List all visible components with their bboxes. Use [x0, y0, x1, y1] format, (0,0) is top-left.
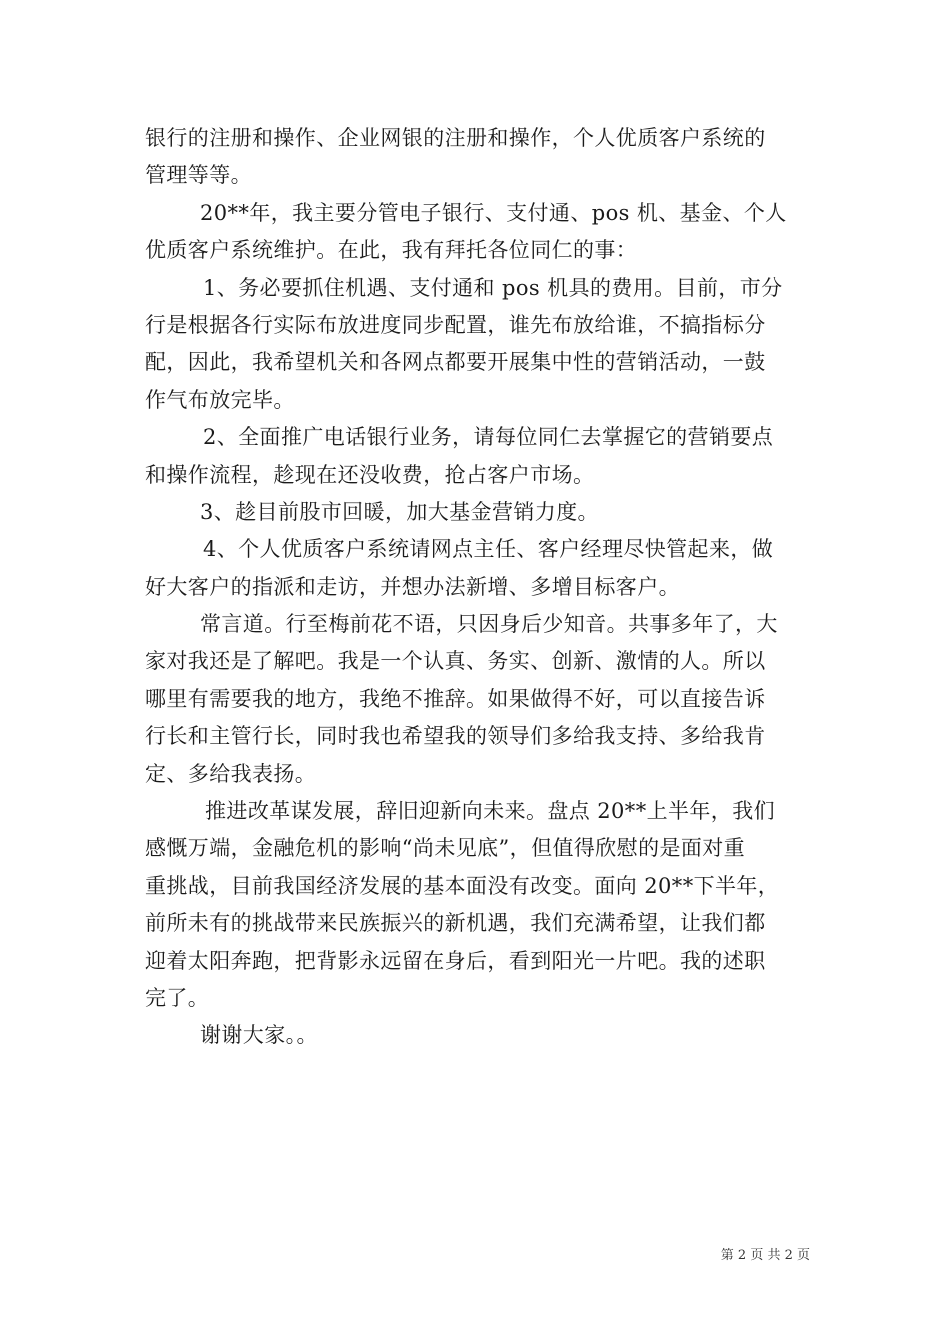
text-line: 感慨万端，金融危机的影响“尚未见底”，但值得欣慰的是面对重 [145, 836, 746, 861]
text-line: 作气布放完毕。 [145, 387, 295, 412]
text-line: 行长和主管行长，同时我也希望我的领导们多给我支持、多给我肯 [145, 724, 766, 749]
document-body [145, 120, 805, 1055]
text-line: 和操作流程，趁现在还没收费，抢占客户市场。 [145, 462, 595, 487]
text-line: 重挑战，目前我国经济发展的基本面没有改变。面向 20**下半年， [145, 873, 780, 898]
list-item-2-line: 2、全面推广电话银行业务，请每位同仁去掌握它的营销要点 [203, 425, 774, 450]
text-line: 定、多给我表扬。 [145, 761, 317, 786]
text-line: 管理等等。 [145, 163, 252, 188]
text-line: 家对我还是了解吧。我是一个认真、务实、创新、激情的人。所以 [145, 649, 766, 674]
text-line: 前所未有的挑战带来民族振兴的新机遇，我们充满希望，让我们都 [145, 911, 766, 936]
paragraph-start-line: 20**年，我主要分管电子银行、支付通、pos 机、基金、个人 [200, 200, 787, 225]
text-line: 迎着太阳奔跑，把背影永远留在身后，看到阳光一片吧。我的述职 [145, 948, 766, 973]
text-line: 银行的注册和操作、企业网银的注册和操作，个人优质客户系统的 [145, 126, 766, 150]
list-item-3-line: 3、趁目前股市回暖，加大基金营销力度。 [200, 499, 599, 524]
text-line: 行是根据各行实际布放进度同步配置，谁先布放给谁，不搞指标分 [145, 312, 766, 337]
text-line: 哪里有需要我的地方，我绝不推辞。如果做得不好，可以直接告诉 [145, 686, 766, 711]
text-line: 配，因此，我希望机关和各网点都要开展集中性的营销活动，一鼓 [145, 350, 766, 375]
closing-line: 谢谢大家。。 [200, 1023, 318, 1048]
text-line: 好大客户的指派和走访，并想办法新增、多增目标客户。 [145, 574, 680, 599]
text-line: 完了。 [145, 985, 210, 1010]
list-item-4-line: 4、个人优质客户系统请网点主任、客户经理尽快管起来，做 [203, 537, 774, 562]
text-line: 优质客户系统维护。在此，我有拜托各位同仁的事： [145, 238, 638, 263]
paragraph-start-line: 推进改革谋发展，辞旧迎新向未来。盘点 20**上半年，我们 [205, 799, 775, 824]
list-item-1-line: 1、务必要抓住机遇、支付通和 pos 机具的费用。目前，市分 [203, 275, 783, 300]
paragraph-start-line: 常言道。行至梅前花不语，只因身后少知音。共事多年了，大 [200, 612, 778, 637]
page-number-footer: 第 2 页 共 2 页 [720, 1248, 810, 1263]
